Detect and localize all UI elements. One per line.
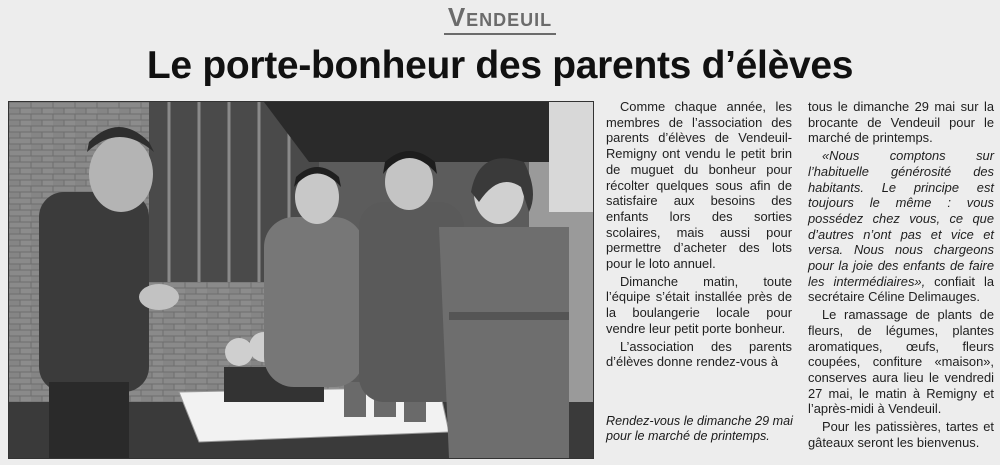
paragraph: L’association des parents d’élèves donne rendez-vous à	[606, 338, 792, 370]
paragraph-quote	[808, 148, 994, 305]
town-name: Vendeuil	[444, 2, 556, 35]
photo-illustration	[9, 102, 593, 458]
paragraph: Le ramassage de plants de fleurs, de légumes, plantes aromatiques, œufs, fleurs coupées, confiture «maison», conserves aura lieu le vendredi 27 mai, le matin à Remigny et l’après-midi à Vendeuil.	[808, 307, 994, 417]
quote-attribution: confiait la secrétaire Céline Delimauges.	[808, 273, 994, 305]
section-town-label	[0, 2, 1000, 35]
article-photo	[8, 101, 594, 459]
paragraph: Comme chaque année, les membres de l’association des parents d’élèves de Vendeuil-Remigny ont vendu le petit brin de muguet du bonheur pour récolter quelques sous afin de satisfaire aux besoins des enfants lors des sorties scolaires, mais aussi pour permettre d’acheter des lots pour le loto annuel.	[606, 99, 792, 272]
article-headline: Le porte-bonheur des parents d’élèves	[146, 44, 854, 87]
paragraph: tous le dimanche 29 mai sur la brocante de Vendeuil pour le marché de printemps.	[808, 99, 994, 146]
quote-text: «Nous comptons sur l’habituelle générosité des habitants. Le principe est toujours le même : vous possédez chez vous, ce que d’autres n’ont pas et vice et versa. Nous nous chargeons pour la joie des enfants de faire les intermédiaires»,	[808, 148, 994, 289]
paragraph: Pour les patissières, tartes et gâteaux seront les bienvenus.	[808, 419, 994, 450]
article-column-1	[606, 99, 792, 370]
photo-caption: Rendez-vous le dimanche 29 mai pour le marché de printemps.	[606, 414, 793, 443]
paragraph: Dimanche matin, toute l’équipe s’était installée près de la boulangerie locale pour vendre leur petit porte bonheur.	[606, 273, 792, 336]
article-column-2	[808, 99, 994, 450]
